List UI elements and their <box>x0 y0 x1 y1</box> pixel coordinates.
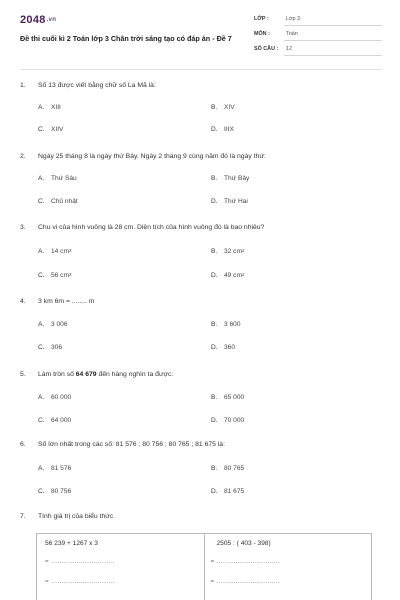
option-d: D. 70 000 <box>211 417 245 424</box>
question-text: Số lớn nhất trong các số: 81 576 ; 80 756 ; 80 765 ; 81 675 là: <box>38 441 225 448</box>
question-4 <box>20 298 382 356</box>
question-5 <box>20 371 382 429</box>
option-c: C. 64 000 <box>38 417 72 424</box>
question-7 <box>20 513 382 523</box>
option-c: C. 306 <box>38 344 63 351</box>
question-text: Số 13 được viết bằng chữ số La Mã là: <box>38 82 156 89</box>
option-b: B. 3 600 <box>211 321 241 328</box>
option-d: D. Thứ Hai <box>211 198 248 205</box>
question-number: 7. <box>20 513 26 520</box>
meta-value: Lớp 3 <box>284 16 382 26</box>
meta-key: MÔN : <box>254 31 270 37</box>
meta-subject-row <box>254 31 382 46</box>
exam-meta <box>254 16 382 61</box>
meta-key: LỚP : <box>254 16 269 22</box>
question-1 <box>20 82 382 140</box>
site-logo[interactable] <box>20 14 56 26</box>
question-text: 3 km 6m = ........ m <box>38 298 95 305</box>
option-c: C. 80 756 <box>38 488 72 495</box>
question-number: 1. <box>20 82 26 89</box>
option-b: B. 65 000 <box>211 394 245 401</box>
answer-line[interactable]: = .............................. <box>45 578 115 585</box>
question-6 <box>20 441 382 499</box>
option-b: B. 80 765 <box>211 465 245 472</box>
option-d: D. 360 <box>211 344 236 351</box>
option-c: C. Chủ nhật <box>38 198 78 205</box>
meta-value: Toán <box>284 31 382 41</box>
meta-key: SỐ CÂU : <box>254 46 279 52</box>
expression-table <box>36 533 372 600</box>
option-d: D. 49 cm 2 <box>211 272 245 279</box>
option-a: A. XIII <box>38 104 61 111</box>
option-a: A. Thứ Sáu <box>38 175 77 182</box>
logo-suffix: .vn <box>46 17 57 24</box>
question-number: 6. <box>20 441 26 448</box>
option-a: A. 60 000 <box>38 394 72 401</box>
expression-text: 2505 : ( 403 - 398) <box>216 540 271 547</box>
question-3 <box>20 224 382 282</box>
question-number: 2. <box>20 153 26 160</box>
question-number: 4. <box>20 298 26 305</box>
question-text: Tính giá trị của biểu thức <box>38 513 114 520</box>
logo-text: 2048 <box>20 14 46 26</box>
exam-title: Đề thi cuối kì 2 Toán lớp 3 Chân trời sáng tạo có đáp án - Đề 7 <box>20 34 232 43</box>
document-header <box>20 14 382 64</box>
meta-count-row <box>254 46 382 61</box>
question-text: Làm tròn số 64 679 đến hàng nghìn ta được: <box>38 371 174 378</box>
option-b: B. 32 cm 2 <box>211 248 245 255</box>
option-b: B. Thứ Bảy <box>211 175 250 182</box>
meta-value: 12 <box>284 46 382 56</box>
header-divider <box>20 69 382 70</box>
expression-text: 56 239 + 1267 x 3 <box>45 540 98 547</box>
expression-cell-left <box>37 534 204 600</box>
option-b: B. XIV <box>211 104 235 111</box>
option-d: D. IIIX <box>211 126 234 133</box>
question-number: 3. <box>20 224 26 231</box>
question-number: 5. <box>20 371 26 378</box>
answer-line[interactable]: = .............................. <box>45 558 115 565</box>
option-a: A. 81 576 <box>38 465 72 472</box>
option-c: C. 56 cm 2 <box>38 272 72 279</box>
answer-line[interactable]: = .............................. <box>210 558 281 565</box>
question-text: Ngày 25 tháng 8 là ngày thứ Bảy. Ngày 2 tháng 9 cùng năm đó là ngày thứ: <box>38 153 266 160</box>
option-c: C. XIIV <box>38 126 64 133</box>
expression-cell-right <box>204 534 372 600</box>
option-a: A. 3 006 <box>38 321 68 328</box>
question-text: Chu vi của hình vuông là 28 cm. Diện tích của hình vuông đó là bao nhiêu? <box>38 224 265 231</box>
meta-class-row <box>254 16 382 31</box>
question-2 <box>20 153 382 211</box>
option-d: D. 81 675 <box>211 488 245 495</box>
option-a: A. 14 cm 2 <box>38 248 72 255</box>
answer-line[interactable]: = .............................. <box>210 578 281 585</box>
